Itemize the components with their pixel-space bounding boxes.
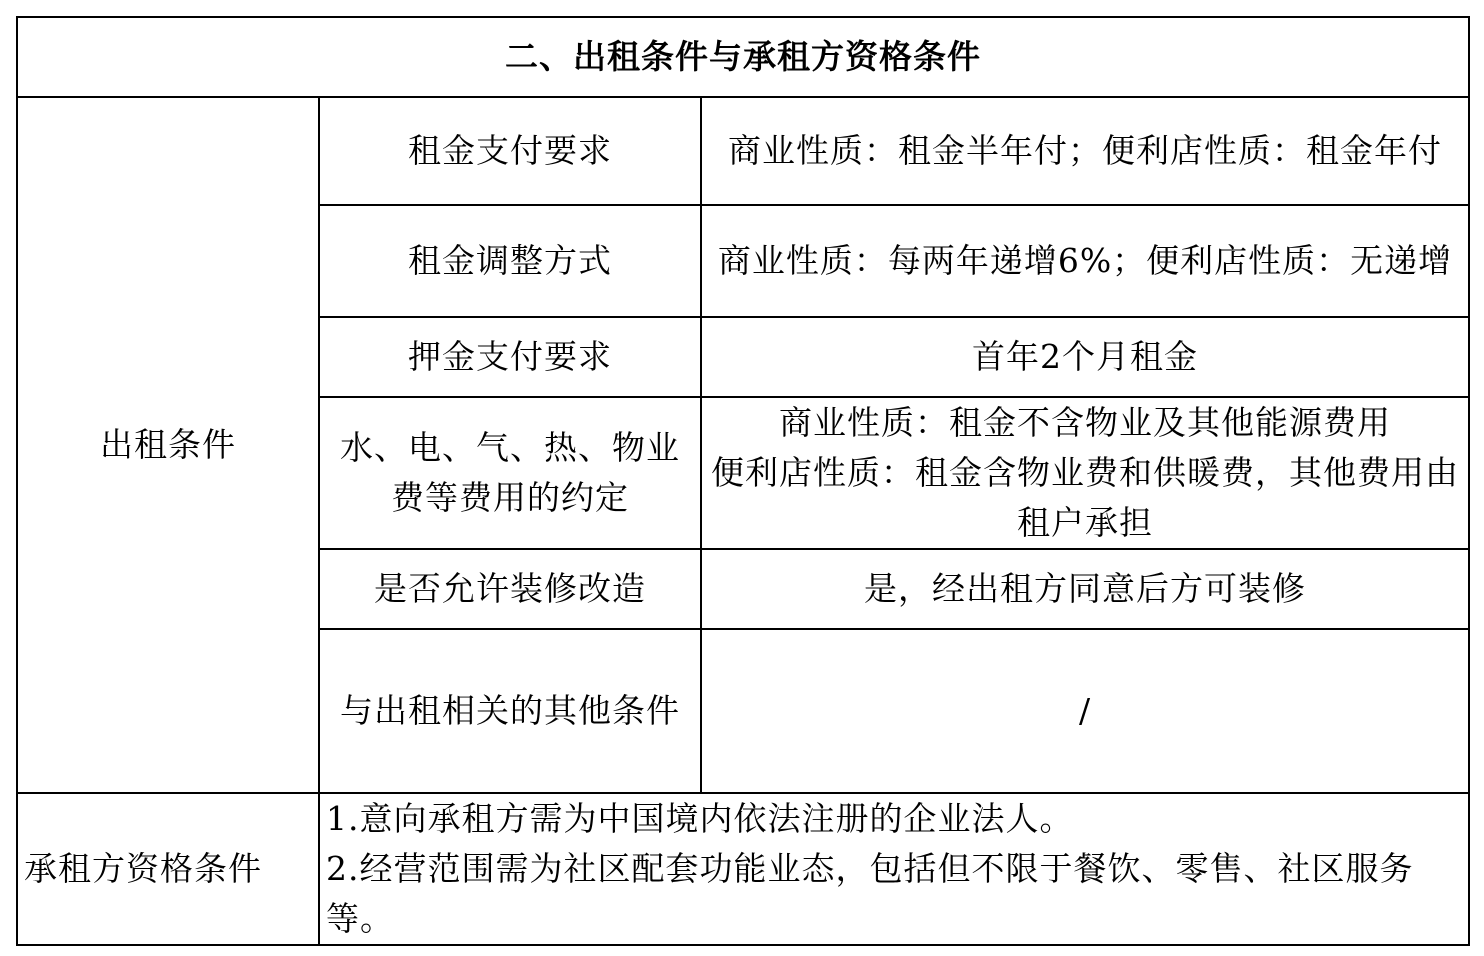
title-row [17, 17, 1469, 97]
item-label: 租金调整方式 [319, 205, 701, 317]
item-value: 商业性质：每两年递增6%；便利店性质：无递增 [701, 205, 1469, 317]
requirement-line: 1.意向承租方需为中国境内依法注册的企业法人。 [326, 799, 1074, 838]
item-value: 商业性质：租金半年付；便利店性质：租金年付 [701, 97, 1469, 205]
item-label: 与出租相关的其他条件 [319, 629, 701, 793]
lessee-qualification-text [319, 793, 1469, 945]
item-label: 租金支付要求 [319, 97, 701, 205]
item-label: 押金支付要求 [319, 317, 701, 397]
table-row [17, 97, 1469, 205]
item-label: 水、电、气、热、物业费等费用的约定 [319, 397, 701, 549]
value-line: 便利店性质：租金含物业费和供暖费，其他费用由租户承担 [711, 453, 1459, 542]
item-value: 是，经出租方同意后方可装修 [701, 549, 1469, 629]
requirement-line: 2.经营范围需为社区配套功能业态，包括但不限于餐饮、零售、社区服务等。 [326, 849, 1414, 938]
item-value: 首年2个月租金 [701, 317, 1469, 397]
value-line: 商业性质：租金不含物业及其他能源费用 [779, 403, 1391, 442]
table-title: 二、出租条件与承租方资格条件 [17, 17, 1469, 97]
item-label: 是否允许装修改造 [319, 549, 701, 629]
item-value: / [701, 629, 1469, 793]
table-row [17, 793, 1469, 945]
lessee-qualification-label: 承租方资格条件 [17, 793, 319, 945]
rental-conditions-label: 出租条件 [17, 97, 319, 793]
item-value [701, 397, 1469, 549]
conditions-table [16, 16, 1470, 946]
